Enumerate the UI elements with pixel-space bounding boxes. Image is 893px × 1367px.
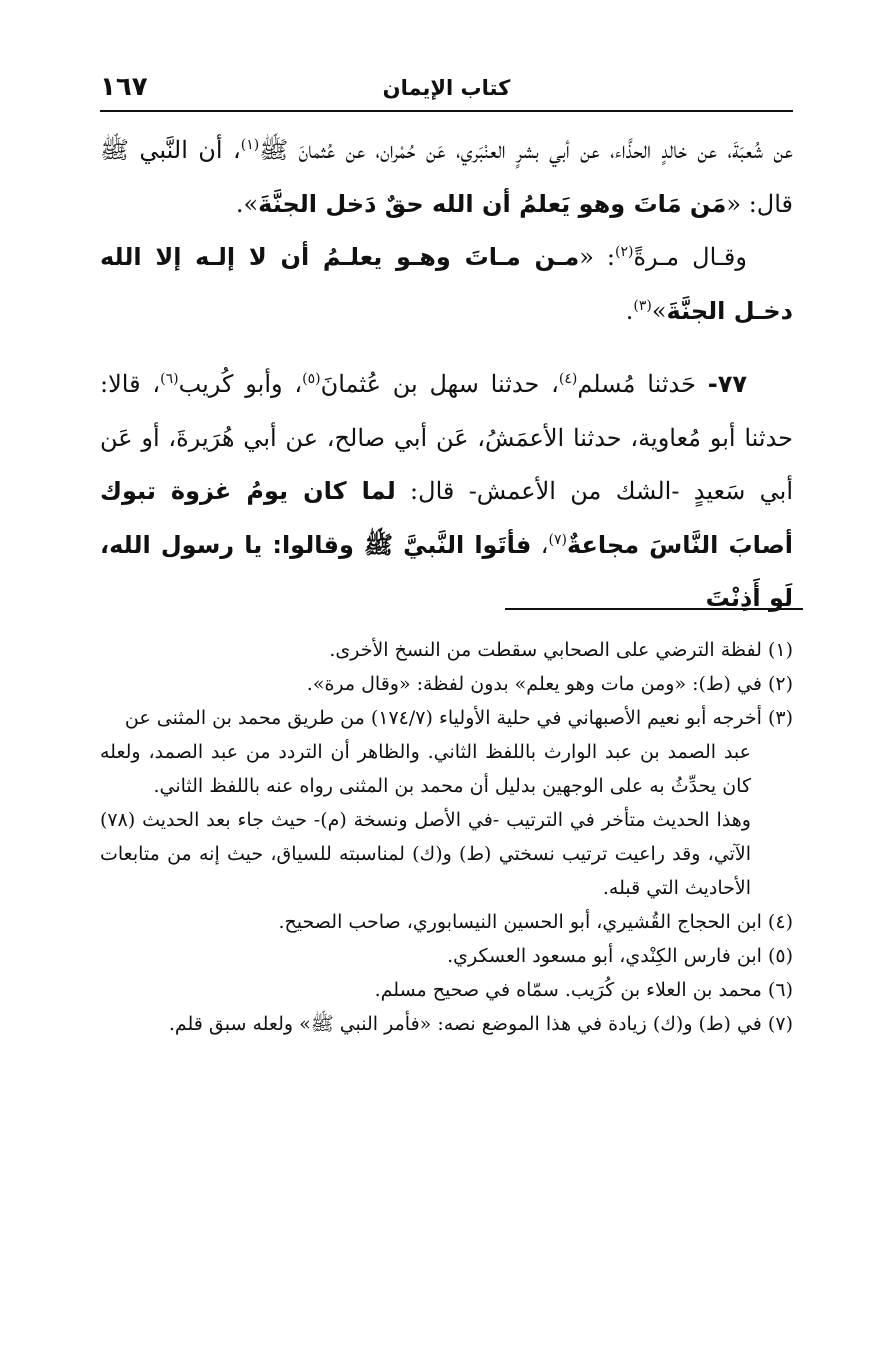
footnote-ref: (٢) — [614, 244, 634, 260]
footnote-3-cont: عبد الصمد بن عبد الوارث باللفظ الثاني. والظاهر أن التردد من عبد الصمد، ولعله كان يحدِّثُ به على الوجهين بدليل أن محمد بن المثنى رواه عنه باللفظ الثاني. — [100, 741, 751, 797]
hadith-number: ٧٧- — [707, 370, 747, 398]
page-number: ١٦٧ — [100, 72, 148, 102]
footnote-ref: (٦) — [160, 371, 179, 387]
footnote-ref: (٣) — [633, 297, 652, 314]
text-span: ، حدثنا سهل بن عُثمانَ — [320, 370, 559, 398]
footnote-4: (٤) ابن الحجاج القُشيري، أبو الحسين النيسابوري، صاحب الصحيح. — [278, 911, 793, 933]
footnote-ref: (٧) — [548, 531, 567, 548]
footnote-ref: (٥) — [302, 371, 321, 387]
text-span: عن شُعبَةَ، عن خالدٍ الحذَّاء، عن أبي بشرٍ العنْبَري، عَن حُمْران، عن عُثمانَ ﷺ — [259, 136, 793, 164]
hadith-text: فأتَوا النَّبيَّ ﷺ وقالوا: يا رسول الله، لَو أَذِنْتَ — [100, 530, 793, 612]
text-span: » — [651, 296, 667, 325]
text-span: : « — [579, 243, 615, 271]
footnote-3-note: وهذا الحديث متأخر في الترتيب -في الأصل ونسخة (م)- حيث جاء بعد الحديث (٧٨) الآتي، وقد راعيت ترتيب نسختي (ط) و(ك) لمناسبته للسياق، حيث إنه من متابعات الأحاديث التي قبله. — [100, 809, 751, 899]
text-span: ، — [531, 530, 549, 559]
paragraph-2 — [100, 231, 793, 338]
paragraph-1 — [100, 124, 793, 231]
text-span: ، قالا: حدثنا أبو مُعاوية، حدثنا الأعمَشُ، عَن أبي صالح، عن أبي هُرَيرةَ، أو عَن أبي سَعيدٍ -الشك من الأعمش- قال: — [100, 370, 793, 505]
text-span: حَدثنا مُسلم — [577, 370, 708, 398]
hadith-text: مـن مـاتَ وهـو يعلـمُ أن لا إلـه إلا الله دخـل الجنَّةَ — [100, 243, 793, 325]
text-span: وقـال مـرةً — [633, 243, 747, 271]
chapter-title: كتاب الإيمان — [382, 76, 511, 100]
main-text — [100, 124, 793, 626]
footnote-7: (٧) في (ط) و(ك) زيادة في هذا الموضع نصه: «فأمر النبي ﷺ» ولعله سبق قلم. — [168, 1013, 793, 1035]
footnote-2: (٢) في (ط): «ومن مات وهو يعلم» بدون لفظة: «وقال مرة». — [306, 673, 793, 695]
text-span: . — [625, 296, 634, 325]
footnote-1: (١) لفظة الترضي على الصحابي سقطت من النسخ الأخرى. — [329, 639, 793, 661]
hadith-77 — [100, 358, 793, 626]
footnote-3: (٣) أخرجه أبو نعيم الأصبهاني في حلية الأولياء (١٧٤/٧) من طريق محمد بن المثنى عن — [124, 707, 793, 729]
hadith-text: مَن مَاتَ وهو يَعلمُ أن الله حقٌ دَخل الجنَّةَ — [258, 189, 727, 218]
text-span: ». — [235, 189, 259, 218]
footnote-ref: (١) — [240, 137, 260, 153]
footnotes — [100, 633, 793, 1041]
footnote-5: (٥) ابن فارس الكِنْدي، أبو مسعود العسكري. — [447, 945, 793, 967]
text-span: ، وأبو كُريب — [178, 370, 303, 398]
footnote-separator — [505, 608, 803, 610]
footnote-6: (٦) محمد بن العلاء بن كُرَيب. سمّاه في صحيح مسلم. — [374, 979, 793, 1001]
footnote-ref: (٤) — [558, 371, 578, 387]
header-rule — [100, 110, 793, 112]
text-span: ، أن النَّبي ﷺ قال: « — [100, 136, 793, 218]
running-header — [100, 72, 793, 106]
hadith-text: لما كان يومُ غزوة تبوك أصابَ النَّاسَ مجاعةٌ — [100, 477, 794, 559]
